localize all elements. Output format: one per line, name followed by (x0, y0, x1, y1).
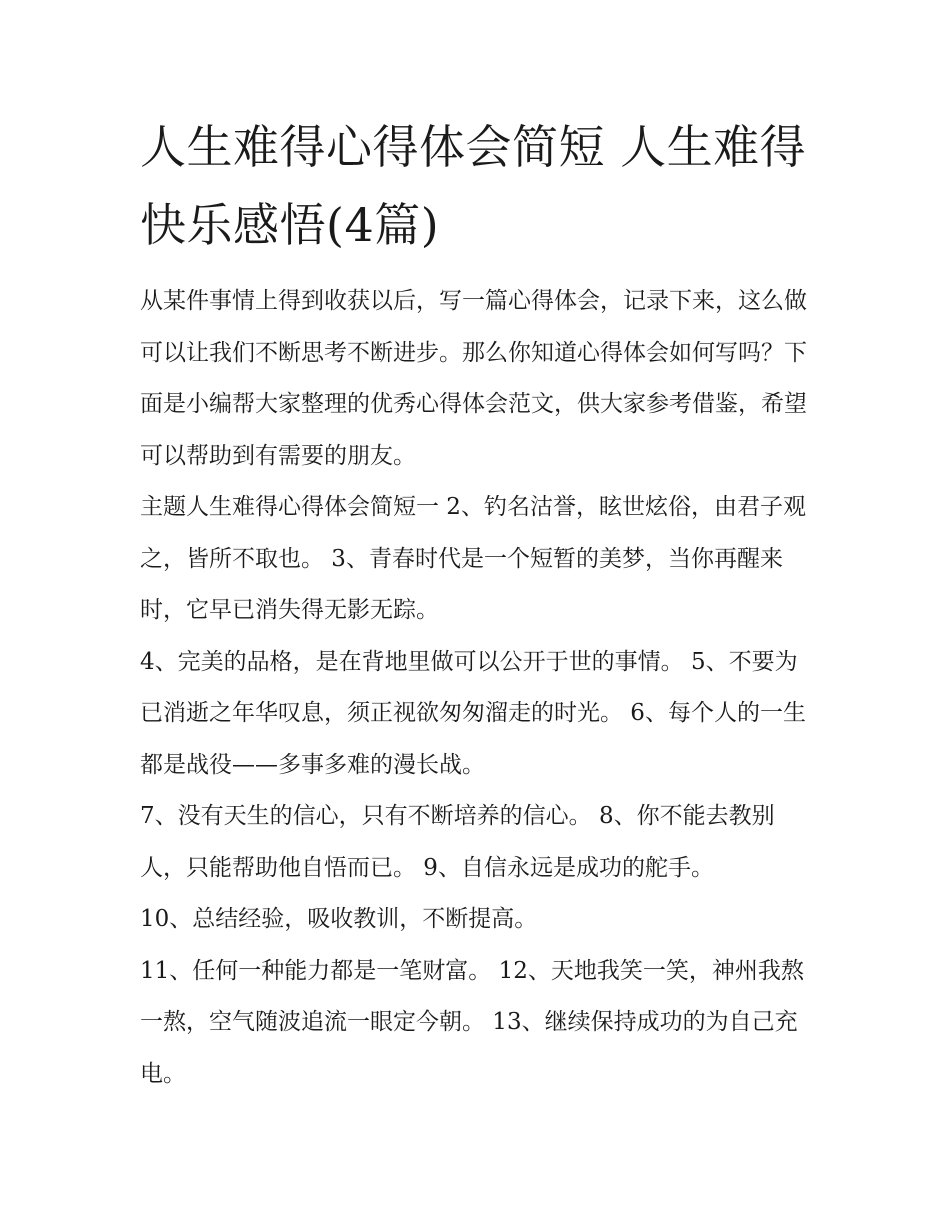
document-title: 人生难得心得体会简短 人生难得快乐感悟(4篇) (140, 120, 807, 252)
paragraph-quotes-3: 7、没有天生的信心，只有不断培养的信心。 8、你不能去教别人，只能帮助他自悟而已。 9、自信永远是成功的舵手。 (140, 803, 775, 881)
paragraph-quotes-5: 11、任何一种能力都是一笔财富。 12、天地我笑一笑，神州我熬一熬，空气随波追流一眼定今朝。 13、继续保持成功的为自己充电。 (140, 957, 804, 1087)
document-body (140, 108, 812, 1100)
paragraph-intro: 从某件事情上得到收获以后，写一篇心得体会，记录下来，这么做可以让我们不断思考不断进步。那么你知道心得体会如何写吗？下面是小编帮大家整理的优秀心得体会范文，供大家参考借鉴，希望可以帮助到有需要的朋友。 (140, 288, 807, 469)
paragraph-quotes-4: 10、总结经验，吸收教训，不断提高。 (140, 906, 538, 932)
paragraph-quotes-1: 主题人生难得心得体会简短一 2、钓名沽誉，眩世炫俗，由君子观之，皆所不取也。 3、青春时代是一个短暂的美梦，当你再醒来时，它早已消失得无影无踪。 (140, 494, 806, 623)
paragraph-quotes-2: 4、完美的品格，是在背地里做可以公开于世的事情。 5、不要为已消逝之年华叹息，须正视欲匆匆溜走的时光。 6、每个人的一生都是战役——多事多难的漫长战。 (140, 648, 806, 778)
